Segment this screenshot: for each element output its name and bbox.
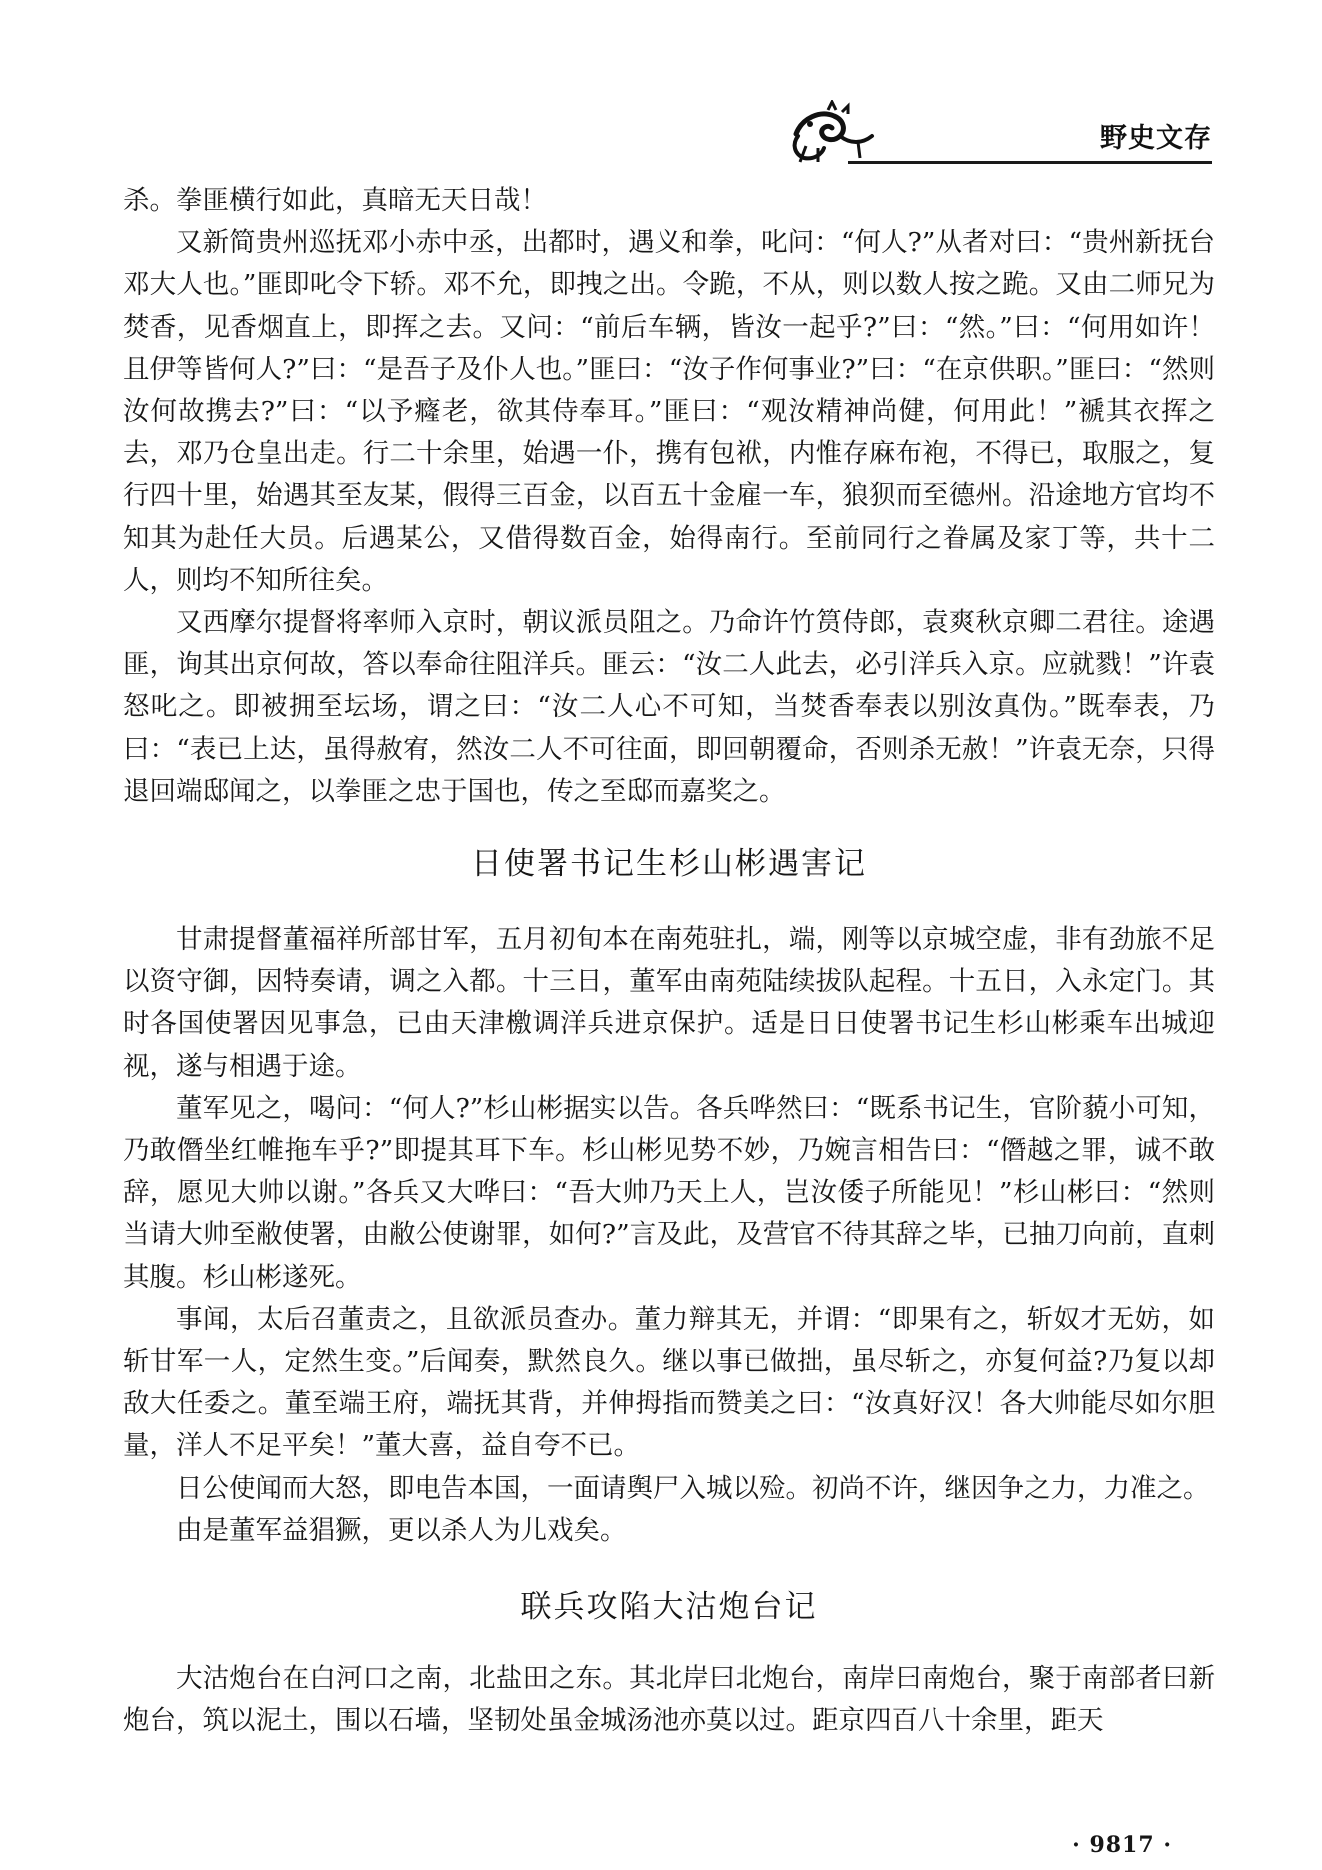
page-header bbox=[788, 100, 1212, 166]
paragraph: 又新简贵州巡抚邓小赤中丞，出都时，遇义和拳，叱问：“何人?”从者对曰：“贵州新抚台邓大人也。”匪即叱令下轿。邓不允，即拽之出。令跪，不从，则以数人按之跪。又由二师兄为焚香，见香烟直上，即挥之去。又问：“前后车辆，皆汝一起乎?”曰：“然。”曰：“何用如许！且伊等皆何人?”曰：“是吾子及仆人也。”匪曰：“汝子作何事业?”曰：“在京供职。”匪曰：“然则汝何故携去?”曰：“以予癃老，欲其侍奉耳。”匪曰：“观汝精神尚健，何用此！”褫其衣挥之去，邓乃仓皇出走。行二十余里，始遇一仆，携有包袱，内惟存麻布袍，不得已，取服之，复行四十里，始遇其至友某，假得三百金，以百五十金雇一车，狼狈而至德州。沿途地方官均不知其为赴任大员。后遇某公，又借得数百金，始得南行。至前同行之眷属及家丁等，共十二人，则均不知所往矣。 bbox=[123, 227, 1215, 596]
paragraph: 杀。拳匪横行如此，真暗无天日哉！ bbox=[123, 185, 547, 216]
section-heading: 日使署书记生杉山彬遇害记 bbox=[471, 846, 867, 883]
page-number: · 9817 · bbox=[1072, 1832, 1172, 1858]
paragraph: 大沽炮台在白河口之南，北盐田之东。其北岸曰北炮台，南岸曰南炮台，聚于南部者曰新炮台，筑以泥土，围以石墙，坚韧处虽金城汤池亦莫以过。距京四百八十余里，距天 bbox=[123, 1663, 1215, 1737]
body-text bbox=[123, 180, 1215, 1743]
section-heading: 联兵攻陷大沽炮台记 bbox=[520, 1589, 818, 1626]
paragraph: 日公使闻而大怒，即电告本国，一面请舆尸入城以殓。初尚不许，继因争之力，力准之。 bbox=[176, 1472, 1210, 1504]
paragraph: 又西摩尔提督将率师入京时，朝议派员阻之。乃命许竹筼侍郎，袁爽秋京卿二君往。途遇匪，询其出京何故，答以奉命往阻洋兵。匪云：“汝二人此去，必引洋兵入京。应就戮！”许袁怒叱之。即被拥至坛场，谓之曰：“汝二人心不可知，当焚香奉表以别汝真伪。”既奉表，乃曰：“表已上达，虽得赦宥，然汝二人不可往面，即回朝覆命，否则杀无赦！”许袁无奈，只得退回端邸闻之，以拳匪之忠于国也，传之至邸而嘉奖之。 bbox=[123, 607, 1215, 807]
running-title: 野史文存 bbox=[1100, 123, 1212, 154]
header-rule bbox=[848, 161, 1212, 164]
paragraph: 由是董军益猖獗，更以杀人为儿戏矣。 bbox=[176, 1514, 627, 1546]
paragraph: 甘肃提督董福祥所部甘军，五月初旬本在南苑驻扎，端，刚等以京城空虚，非有劲旅不足以资守御，因特奏请，调之入都。十三日，董军由南苑陆续拔队起程。十五日，入永定门。其时各国使署因见事急，已由天津檄调洋兵进京保护。适是日日使署书记生杉山彬乘车出城迎视，遂与相遇于途。 bbox=[123, 924, 1215, 1082]
paragraph: 事闻，太后召董责之，且欲派员查办。董力辩其无，并谓：“即果有之，斩奴才无妨，如斩甘军一人，定然生变。”后闻奏，默然良久。继以事已做拙，虽尽斩之，亦复何益?乃复以却敌大任委之。董至端王府，端抚其背，并伸拇指而赞美之曰：“汝真好汉！各大帅能尽如尔胆量，洋人不足平矣！”董大喜，益自夸不已。 bbox=[123, 1303, 1215, 1462]
paragraph: 董军见之，喝问：“何人?”杉山彬据实以告。各兵哗然曰：“既系书记生，官阶藐小可知，乃敢僭坐红帷拖车乎?”即提其耳下车。杉山彬见势不妙，乃婉言相告曰：“僭越之罪，诚不敢辞，愿见大帅以谢。”各兵又大哗曰：“吾大帅乃天上人，岂汝倭子所能见！”杉山彬曰：“然则当请大帅至敝使署，由敝公使谢罪，如何?”言及此，及营官不待其辞之毕，已抽刀向前，直刺其腹。杉山彬遂死。 bbox=[123, 1092, 1215, 1293]
dragon-emblem-icon bbox=[788, 100, 880, 164]
